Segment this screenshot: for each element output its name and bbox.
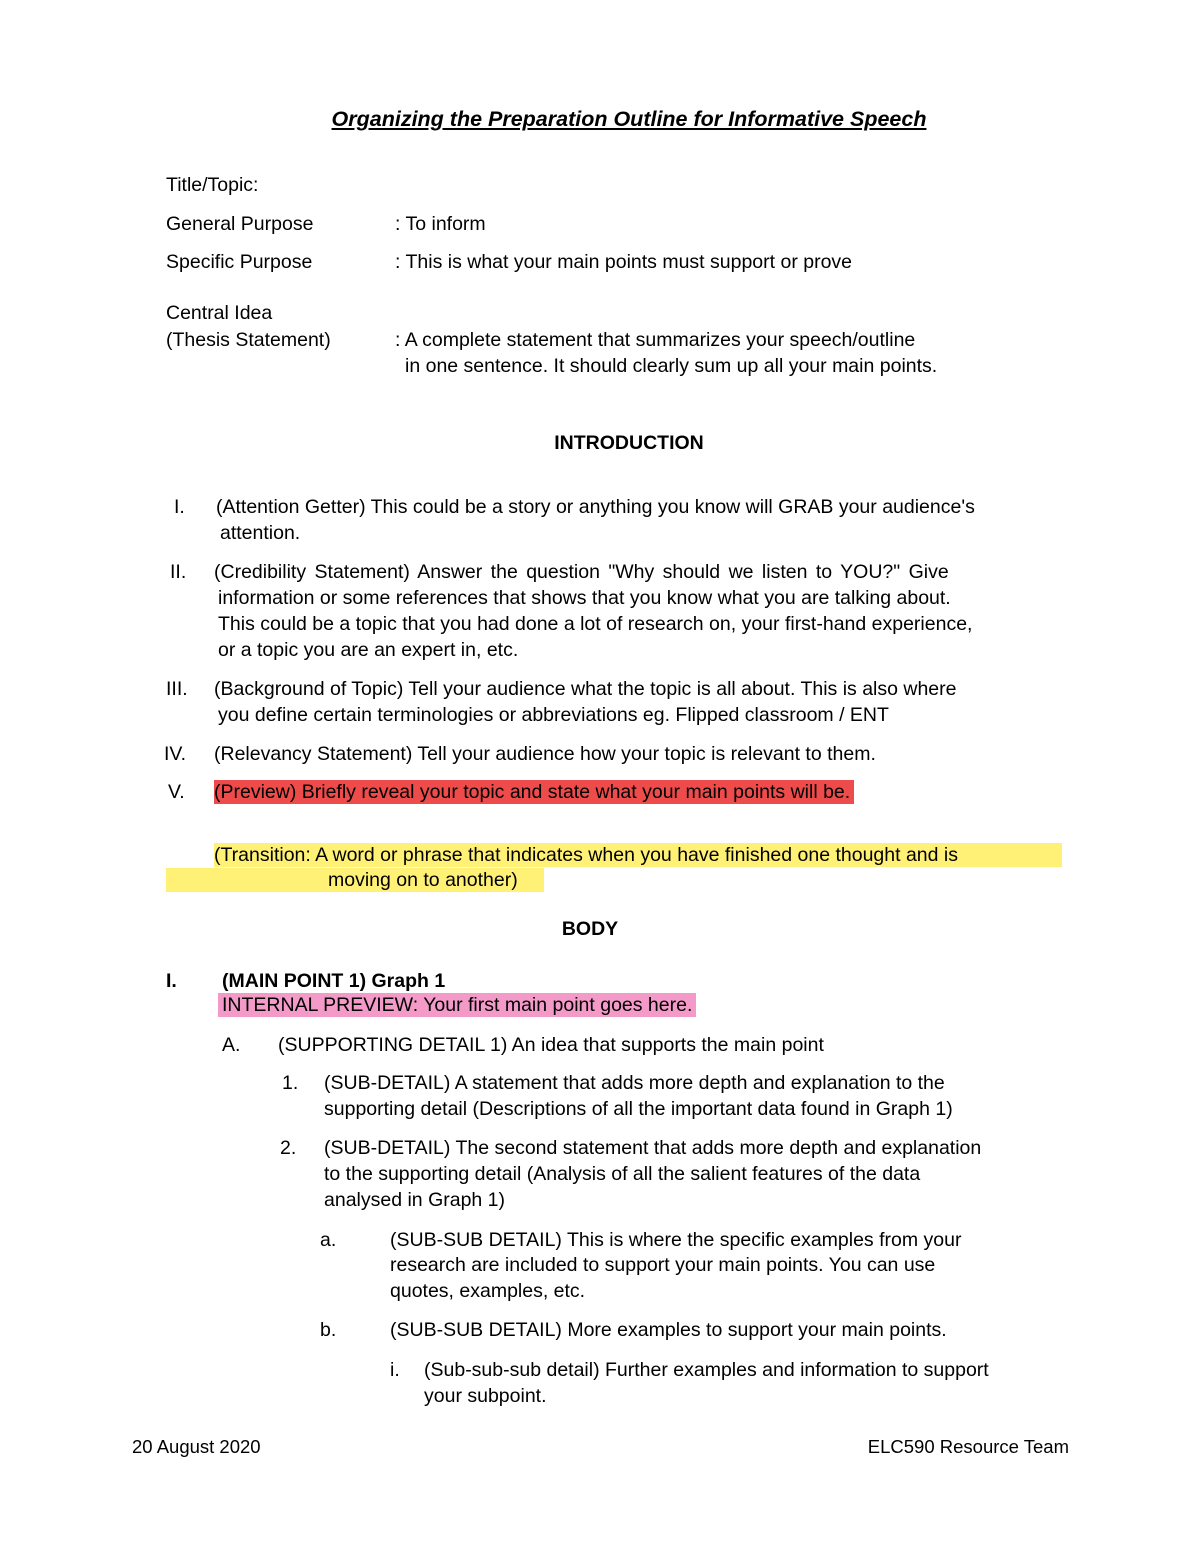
introduction-heading: INTRODUCTION xyxy=(554,432,704,454)
sub-detail-line: (SUB-DETAIL) The second statement that adds more depth and explanation xyxy=(324,1137,982,1159)
intro-item-line: (Attention Getter) This could be a story or anything you know will GRAB your audience's xyxy=(216,496,975,518)
intro-item-numeral: I. xyxy=(174,496,185,518)
footer-date: 20 August 2020 xyxy=(132,1436,261,1457)
sub-detail-number: 1. xyxy=(282,1072,299,1094)
sub-sub-detail-letter: a. xyxy=(320,1229,337,1251)
intro-item-line: information or some references that shows that you know what you are talking about. xyxy=(218,587,951,609)
intro-item-line: you define certain terminologies or abbreviations eg. Flipped classroom / ENT xyxy=(218,704,889,726)
document-title: Organizing the Preparation Outline for Informative Speech xyxy=(331,107,927,131)
title-topic-label: Title/Topic: xyxy=(166,174,259,196)
sub-sub-detail-line: quotes, examples, etc. xyxy=(390,1280,586,1302)
intro-item-numeral: IV. xyxy=(164,743,187,765)
intro-item-line: attention. xyxy=(220,522,301,544)
footer-team: ELC590 Resource Team xyxy=(867,1436,1069,1457)
central-idea-value-line2: in one sentence. It should clearly sum up all your main points. xyxy=(405,355,938,377)
main-point-numeral: I. xyxy=(166,970,177,992)
sub-sub-detail-line: (SUB-SUB DETAIL) More examples to support your main points. xyxy=(390,1319,947,1341)
sub-detail-line: to the supporting detail (Analysis of all the salient features of the data xyxy=(324,1163,921,1185)
intro-item-numeral: II. xyxy=(170,561,187,583)
intro-item-line: or a topic you are an expert in, etc. xyxy=(218,639,519,661)
sub-sub-detail-line: research are included to support your main points. You can use xyxy=(390,1254,936,1276)
sub-sub-detail-letter: b. xyxy=(320,1319,337,1341)
intro-item-numeral: V. xyxy=(168,781,185,803)
sub-detail-line: supporting detail (Descriptions of all the important data found in Graph 1) xyxy=(324,1098,953,1120)
sub-sub-sub-numeral: i. xyxy=(390,1359,400,1381)
general-purpose-label: General Purpose xyxy=(166,213,314,235)
sub-detail-line: analysed in Graph 1) xyxy=(324,1189,506,1211)
supporting-letter: A. xyxy=(222,1034,241,1056)
general-purpose-value: : To inform xyxy=(395,213,486,235)
central-idea-label: Central Idea xyxy=(166,302,273,324)
internal-preview-highlight: INTERNAL PREVIEW: Your first main point goes here. xyxy=(218,993,696,1017)
sub-detail-number: 2. xyxy=(280,1137,297,1159)
body-heading: BODY xyxy=(561,918,619,940)
specific-purpose-value: : This is what your main points must support or prove xyxy=(395,251,853,273)
intro-item-line-preview xyxy=(214,779,854,805)
intro-item-line: (Credibility Statement) Answer the question "Why should we listen to YOU?" Give xyxy=(214,561,949,583)
intro-item-line: (Relevancy Statement) Tell your audience how your topic is relevant to them. xyxy=(214,743,876,765)
sub-sub-sub-line: (Sub-sub-sub detail) Further examples and information to support xyxy=(424,1359,989,1381)
main-point-label: (MAIN POINT 1) Graph 1 xyxy=(222,970,446,992)
sub-detail-line: (SUB-DETAIL) A statement that adds more depth and explanation to the xyxy=(324,1072,945,1094)
transition-line1: (Transition: A word or phrase that indicates when you have finished one thought and is xyxy=(214,844,958,866)
intro-item-line: This could be a topic that you had done a lot of research on, your first-hand experience, xyxy=(218,613,973,635)
sub-sub-detail-line: (SUB-SUB DETAIL) This is where the specific examples from your xyxy=(390,1229,962,1251)
intro-item-numeral: III. xyxy=(166,678,188,700)
transition-line2: moving on to another) xyxy=(328,869,518,891)
central-idea-value-line1: : A complete statement that summarizes your speech/outline xyxy=(395,329,916,351)
thesis-statement-label: (Thesis Statement) xyxy=(166,329,331,351)
sub-sub-sub-line: your subpoint. xyxy=(424,1385,547,1407)
preview-highlight: (Preview) Briefly reveal your topic and state what your main points will be. xyxy=(214,780,854,804)
intro-item-line: (Background of Topic) Tell your audience what the topic is all about. This is also where xyxy=(214,678,957,700)
specific-purpose-label: Specific Purpose xyxy=(166,251,313,273)
supporting-detail: (SUPPORTING DETAIL 1) An idea that supports the main point xyxy=(278,1034,824,1056)
internal-preview-line xyxy=(218,992,696,1018)
